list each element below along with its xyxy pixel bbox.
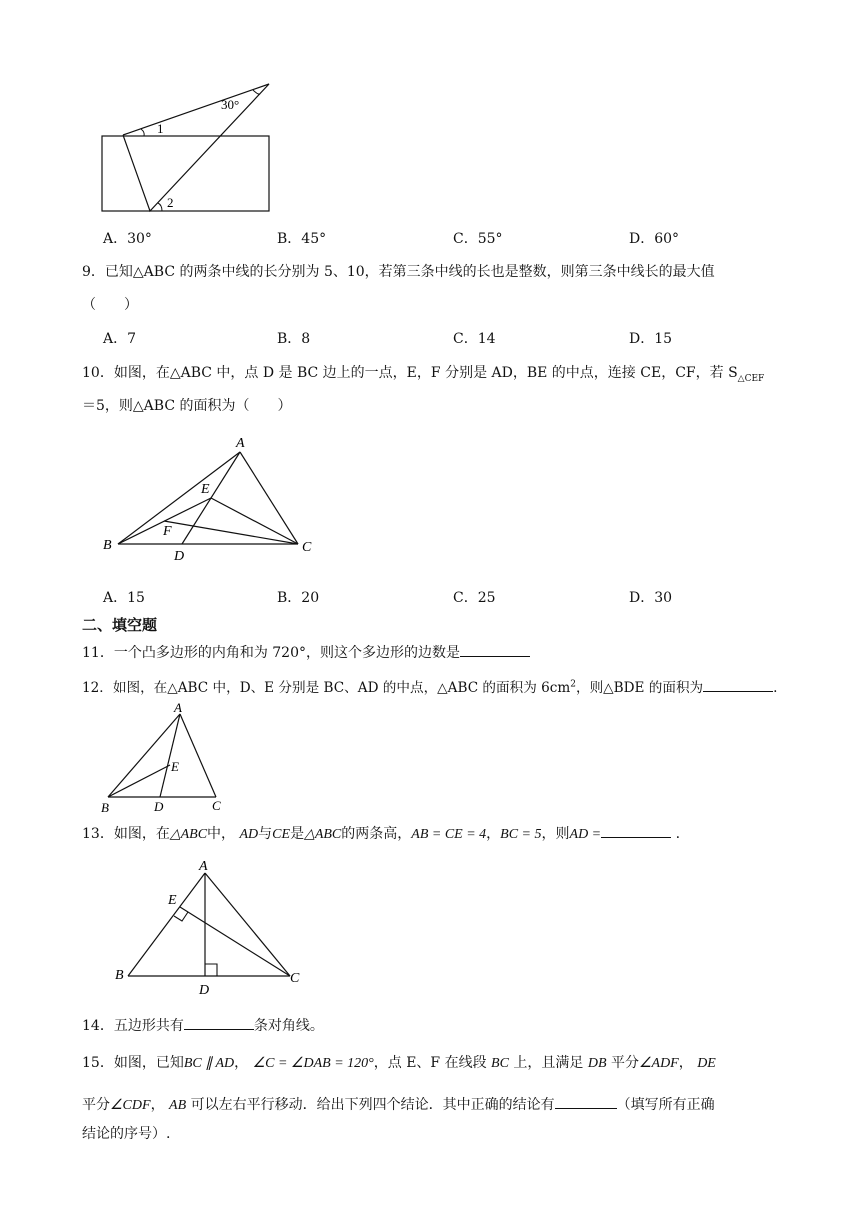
q10-point-b: B <box>103 538 112 553</box>
q11-text: 11．一个凸多边形的内角和为 720°，则这个多边形的边数是 <box>82 645 460 661</box>
q13-answer-blank[interactable] <box>601 823 671 838</box>
q12-text-b: ，则△BDE 的面积为 <box>576 680 704 696</box>
q15-ab: AB <box>169 1098 187 1113</box>
q8-figure <box>95 78 280 218</box>
q15-angle-eq: ∠C = ∠DAB = 120° <box>252 1056 374 1071</box>
q10-text-line1 <box>82 362 764 384</box>
q15-l1-d: 上，且满足 <box>513 1055 584 1071</box>
q9-text: 9．已知△ABC 的两条中线的长分别为 5、10，若第三条中线的长也是整数，则第三条中线长的最大值 <box>82 264 715 280</box>
q15-line1 <box>82 1052 716 1072</box>
q15-l1-a: 15．如图，已知 <box>82 1055 184 1071</box>
q15-line3: 结论的序号）. <box>82 1126 171 1142</box>
angle-2-label: 2 <box>167 195 174 210</box>
q14-text-a: 14．五边形共有 <box>82 1018 184 1034</box>
q13-ad-eq: AD = <box>569 827 602 842</box>
q10-option-c: C．25 <box>453 590 496 606</box>
q8-option-b: B．45° <box>277 231 327 247</box>
q13-figure <box>108 854 308 998</box>
q10-text-line2: ＝5，则△ABC 的面积为（ ） <box>82 398 292 414</box>
q15-l2-b: ， <box>150 1097 165 1113</box>
q13-triangle2: △ABC <box>304 827 342 842</box>
angle-30-label: 30° <box>221 97 240 112</box>
q13-ad: AD <box>239 827 259 842</box>
q10-option-d: D．30 <box>629 590 673 606</box>
q13-part6: ， <box>486 826 501 842</box>
q13-text-line <box>82 823 680 843</box>
q15-line2 <box>82 1094 715 1114</box>
q15-l1-c: ，点 E、F 在线段 <box>373 1055 487 1071</box>
q9-option-d: D．15 <box>629 331 673 347</box>
q11-text-line <box>82 642 530 662</box>
q13-part1: 13．如图，在 <box>82 826 170 842</box>
q8-option-a: A．30° <box>103 231 152 247</box>
q10-point-e: E <box>201 482 210 497</box>
q13-point-b: B <box>115 968 124 983</box>
q12-point-d: D <box>154 799 164 814</box>
q10-text-a: 10．如图，在△ABC 中，点 D 是 BC 边上的一点，E，F 分别是 AD，BE 的中点，连接 CE，CF，若 S <box>82 365 738 381</box>
q13-point-a: A <box>199 859 208 874</box>
q12-answer-blank[interactable] <box>703 677 773 692</box>
q15-angle-cdf: ∠CDF <box>110 1098 151 1113</box>
q8-option-d: D．60° <box>629 231 680 247</box>
q10-point-a: A <box>236 436 245 451</box>
q13-ab-eq: AB = CE = 4 <box>411 827 487 842</box>
q15-l1-e: 平分 <box>610 1055 639 1071</box>
q15-l2-d: （填写所有正确 <box>616 1097 715 1113</box>
q13-end: . <box>675 826 681 842</box>
q8-option-c: C．55° <box>453 231 503 247</box>
q12-end: . <box>773 680 778 696</box>
q13-ce: CE <box>272 827 291 842</box>
q15-l2-a: 平分 <box>82 1097 110 1113</box>
q13-part2: 中， <box>207 826 236 842</box>
q9-paren: （ ） <box>82 297 138 313</box>
q13-part5: 的两条高， <box>341 826 412 842</box>
q10-figure <box>100 432 325 564</box>
q14-text-b: 条对角线。 <box>253 1018 324 1034</box>
q15-de: DE <box>697 1056 716 1071</box>
q12-point-b: B <box>101 800 109 815</box>
q15-l1-f: ， <box>678 1055 693 1071</box>
q15-l1-b: ， <box>234 1055 249 1071</box>
q13-point-e: E <box>168 893 177 908</box>
triangle-shape <box>123 84 269 211</box>
q13-part3: 与 <box>258 826 273 842</box>
q10-point-c: C <box>302 540 312 555</box>
q13-part4: 是 <box>290 826 305 842</box>
angle-1-label: 1 <box>157 121 164 136</box>
q13-point-d: D <box>199 983 210 998</box>
q12-point-e: E <box>171 759 179 774</box>
q10-point-d: D <box>174 549 185 564</box>
q15-l2-c: 可以左右平行移动．给出下列四个结论．其中正确的结论有 <box>190 1097 555 1113</box>
q10-option-a: A．15 <box>103 590 145 606</box>
q12-point-a: A <box>174 700 182 715</box>
q9-option-a: A．7 <box>103 331 137 347</box>
q9-option-c: C．14 <box>453 331 496 347</box>
q9-option-b: B．8 <box>277 331 311 347</box>
q13-point-c: C <box>290 971 300 986</box>
section-heading: 二、填空题 <box>82 616 158 634</box>
q15-bc: BC <box>491 1056 509 1071</box>
q15-bc-parallel-ad: BC ∥ AD <box>183 1056 235 1071</box>
q12-superscript: 2 <box>570 679 576 690</box>
q14-answer-blank[interactable] <box>184 1015 254 1030</box>
q15-db: DB <box>587 1056 607 1071</box>
q10-area-subscript: △CEF <box>737 373 765 384</box>
q12-figure <box>98 700 233 816</box>
q13-bc-eq: BC = 5 <box>500 827 542 842</box>
q15-angle-adf: ∠ADF <box>638 1056 679 1071</box>
q10-point-f: F <box>163 524 172 539</box>
q12-text-line <box>82 676 777 696</box>
q13-part7: ，则 <box>541 826 570 842</box>
q14-text-line <box>82 1015 324 1035</box>
q12-point-c: C <box>212 798 221 813</box>
q12-text-a: 12．如图，在△ABC 中，D、E 分别是 BC、AD 的中点，△ABC 的面积为 6cm <box>82 680 571 696</box>
q10-option-b: B．20 <box>277 590 320 606</box>
q13-triangle1: △ABC <box>169 827 208 842</box>
q11-answer-blank[interactable] <box>460 642 530 657</box>
q15-answer-blank[interactable] <box>555 1094 617 1109</box>
